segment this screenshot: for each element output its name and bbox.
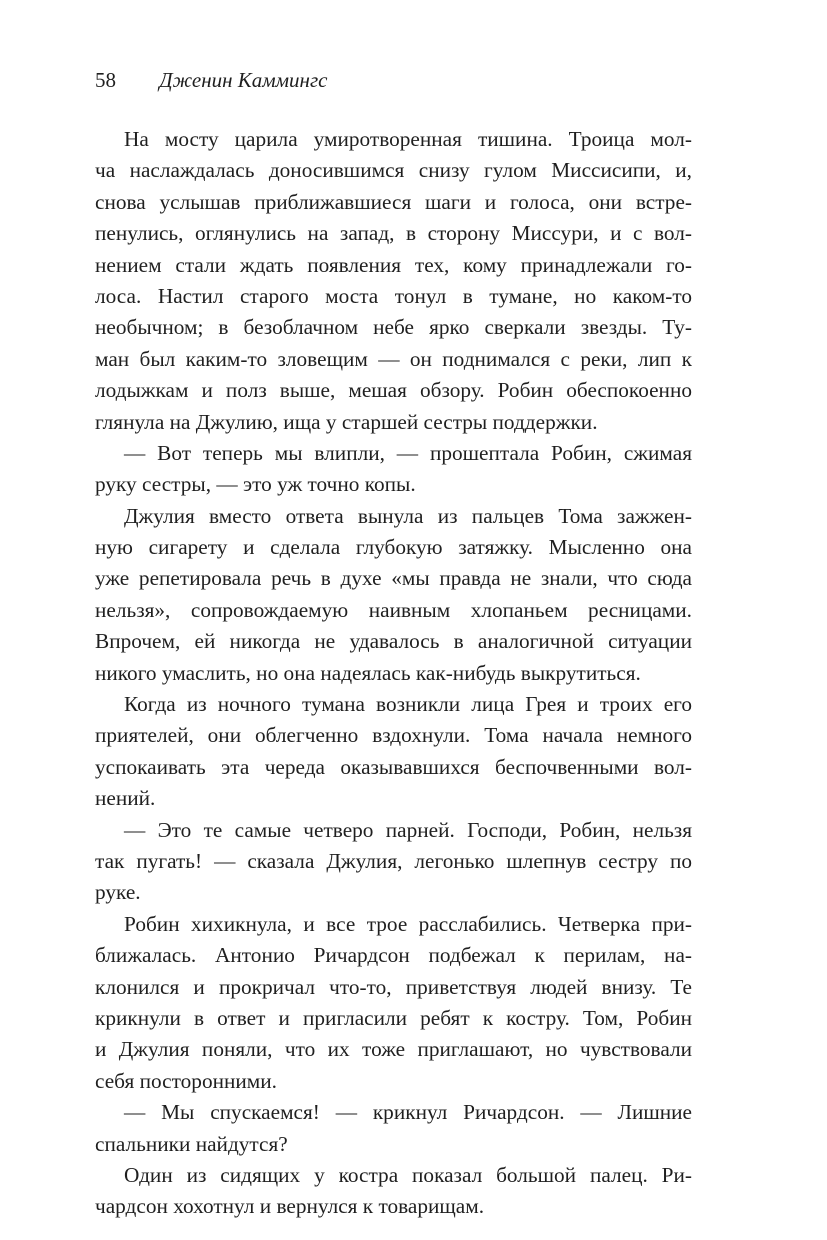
text-line: ную сигарету и сделала глубокую затяжку. Мысленно она [95,535,692,560]
paragraph [95,501,692,689]
text-line: — Это те самые четверо парней. Господи, Робин, нельзя [124,817,692,842]
page-number: 58 [95,68,116,92]
text-line: спальники найдутся? [95,1131,288,1156]
text-line: руку сестры, — это уж точно копы. [95,472,416,497]
text-line: себя посторонними. [95,1068,277,1093]
paragraph [95,815,692,909]
text-line: нений. [95,786,156,811]
text-line: ча наслаждалась доносившимся снизу гулом Миссисипи, и, [95,158,692,183]
paragraph [95,1160,692,1223]
text-line: нельзя», сопровождаемую наивным хлопаньем ресницами. [95,597,692,622]
text-line: лоса. Настил старого моста тонул в тумане, но каком-то [95,283,692,308]
text-line: ман был каким-то зловещим — он поднимался с реки, лип к [95,346,692,371]
text-line: крикнули в ответ и пригласили ребят к костру. Том, Робин [95,1005,692,1030]
body-text [95,124,692,1223]
running-title: Дженин Каммингс [159,68,328,92]
text-line: никого умаслить, но она надеялась как-нибудь выкрутиться. [95,660,641,685]
text-line: чардсон хохотнул и вернулся к товарищам. [95,1194,485,1219]
text-line: пенулись, оглянулись на запад, в сторону Миссури, и с вол- [95,221,692,246]
text-line: снова услышав приближавшиеся шаги и голоса, они встре- [95,189,692,214]
paragraph [95,124,692,438]
paragraph [95,909,692,1097]
text-line: необычном; в безоблачном небе ярко сверкали звезды. Ту- [95,315,692,340]
text-line: — Вот теперь мы влипли, — прошептала Робин, сжимая [124,440,692,465]
text-line: приятелей, они облегченно вздохнули. Тома начала немного [95,723,692,748]
text-line: ближалась. Антонио Ричардсон подбежал к перилам, на- [95,943,692,968]
text-line: Робин хихикнула, и все трое расслабились. Четверка при- [124,911,692,936]
paragraph [95,689,692,815]
text-line: Впрочем, ей никогда не удавалось в аналогичной ситуации [95,629,692,654]
page-header [95,66,327,94]
text-line: глянула на Джулию, ища у старшей сестры поддержки. [95,409,598,434]
text-line: так пугать! — сказала Джулия, легонько шлепнув сестру по [95,848,692,873]
text-line: Один из сидящих у костра показал большой палец. Ри- [124,1162,692,1187]
paragraph [95,1097,692,1160]
text-line: нением стали ждать появления тех, кому принадлежали го- [95,252,692,277]
text-line: На мосту царила умиротворенная тишина. Троица мол- [124,127,692,151]
text-line: Джулия вместо ответа вынула из пальцев Тома зажжен- [124,503,692,528]
text-line: клонился и прокричал что-то, приветствуя людей внизу. Те [95,974,692,999]
text-line: лодыжкам и полз выше, мешая обзору. Робин обеспокоенно [95,378,692,403]
text-line: и Джулия поняли, что их тоже приглашают, но чувствовали [95,1037,692,1062]
paragraph [95,438,692,501]
text-line: — Мы спускаемся! — крикнул Ричардсон. — Лишние [124,1100,692,1125]
text-line: уже репетировала речь в духе «мы правда не знали, что сюда [95,566,692,591]
text-line: успокаивать эта череда оказывавшихся беспочвенными вол- [95,754,692,779]
text-line: руке. [95,880,141,905]
text-line: Когда из ночного тумана возникли лица Грея и троих его [124,692,692,717]
